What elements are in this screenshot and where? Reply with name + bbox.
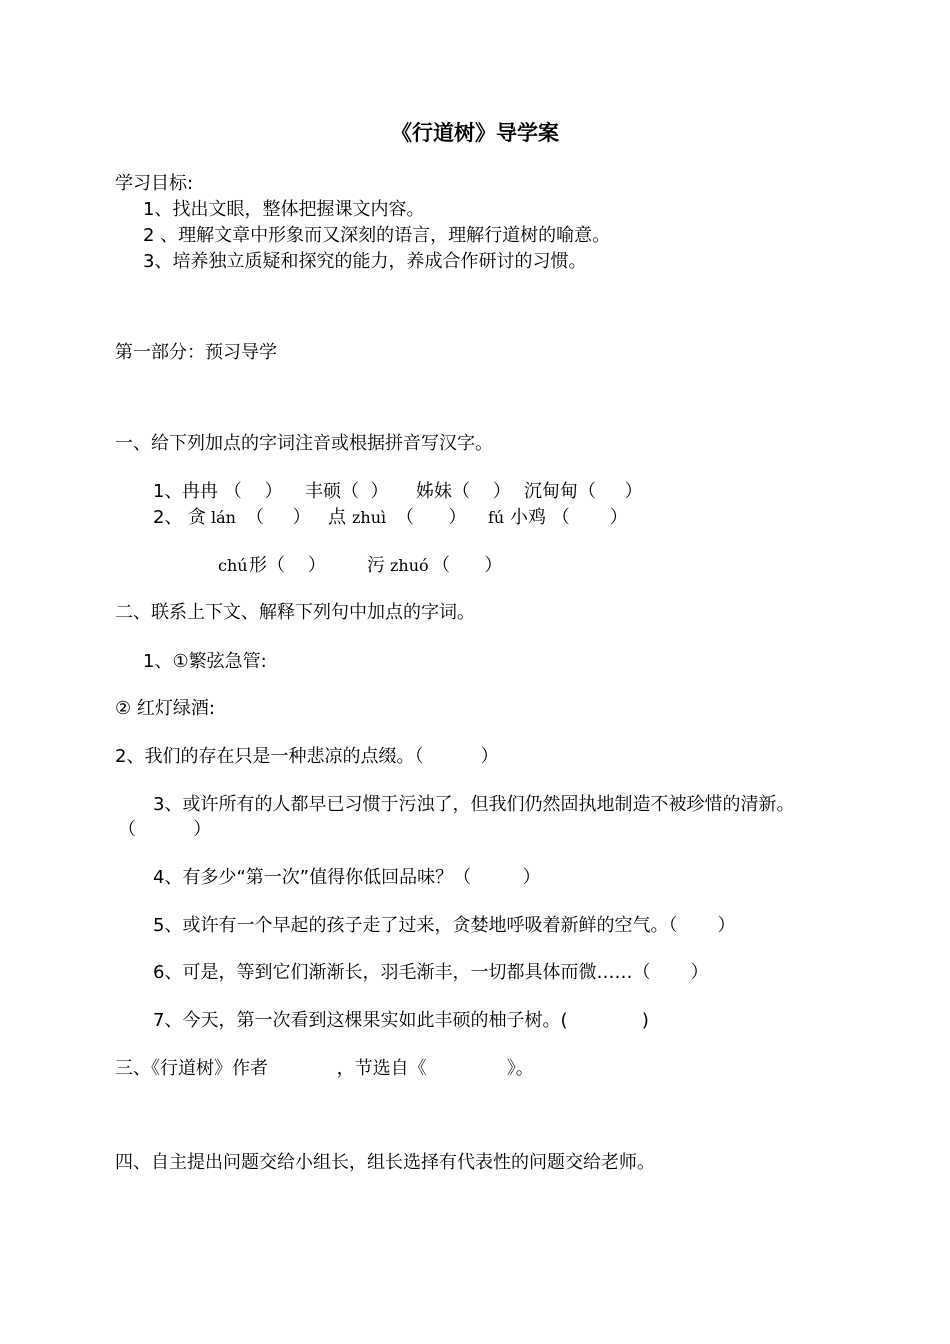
section2-q3-line2: （ ） <box>118 819 212 840</box>
section1-row1-item1: 冉冉 （ ） <box>182 481 283 502</box>
section1-row2-item2-pinyin: zhuì <box>352 508 387 527</box>
objective-item-2: 2 、理解文章中形象而又深刻的语言，理解行道树的喻意。 <box>143 225 611 246</box>
section2-q6: 6、可是，等到它们渐渐长，羽毛渐丰，一切都具体而微……（ ） <box>153 962 709 983</box>
objective-item-1: 1、找出文眼，整体把握课文内容。 <box>143 199 425 220</box>
section2-q2: 2、我们的存在只是一种悲凉的点缀。（ ） <box>115 746 499 767</box>
section1-row3-item1-text: 形（ ） <box>249 555 326 576</box>
section1-row2-item3-pinyin: fú <box>488 508 505 527</box>
page-title: 《行道树》导学案 <box>391 121 559 145</box>
section1-row1-item3: 姊妹（ ） <box>416 481 511 502</box>
section1-row1-num: 1、 <box>153 481 183 502</box>
part1-heading: 第一部分：预习导学 <box>115 342 277 363</box>
section2-q5: 5、或许有一个早起的孩子走了过来，贪婪地呼吸着新鲜的空气。（ ） <box>153 915 736 936</box>
section3: 三、《行道树》作者 ，节选自《 》。 <box>115 1058 534 1079</box>
section2-q4: 4、有多少“第一次”值得你低回品味？（ ） <box>153 867 541 888</box>
section1-row1-item2: 丰硕（ ） <box>305 481 389 502</box>
section1-row2-item3-text: 小鸡 （ ） <box>510 507 628 528</box>
section2-heading: 二、联系上下文、解释下列句中加点的字词。 <box>115 602 475 623</box>
objectives-heading: 学习目标: <box>115 173 194 194</box>
section1-row1-item4: 沉甸甸（ ） <box>524 481 643 502</box>
section1-row2-num: 2、 <box>153 507 183 528</box>
section4: 四、自主提出问题交给小组长，组长选择有代表性的问题交给老师。 <box>115 1152 655 1173</box>
objective-item-3: 3、培养独立质疑和探究的能力，养成合作研讨的习惯。 <box>143 251 587 272</box>
section1-row3-item2-paren: （ ） <box>432 555 503 576</box>
section2-q1a: 1、①繁弦急管: <box>143 651 267 672</box>
section1-row3-item2-pinyin: zhuó <box>390 556 429 575</box>
section2-q1b: ② 红灯绿酒: <box>115 698 215 719</box>
section1-row2-item1-paren: （ ） <box>246 507 311 528</box>
section1-row3-item1-pinyin: chú <box>218 556 248 575</box>
section1-row2-item2-paren: （ ） <box>396 507 467 528</box>
section1-heading: 一、给下列加点的字词注音或根据拼音写汉字。 <box>115 433 493 454</box>
section1-row2-item1-char: 贪 <box>188 507 206 528</box>
section1-row3-item2-char: 污 <box>367 555 385 576</box>
section1-row2-item1-pinyin: lán <box>211 508 236 527</box>
section2-q7: 7、今天，第一次看到这棵果实如此丰硕的柚子树。( ) <box>153 1010 649 1031</box>
section2-q3-line1: 3、或许所有的人都早已习惯于污浊了，但我们仍然固执地制造不被珍惜的清新。 <box>153 794 795 815</box>
section1-row2-item2-char: 点 <box>328 507 346 528</box>
